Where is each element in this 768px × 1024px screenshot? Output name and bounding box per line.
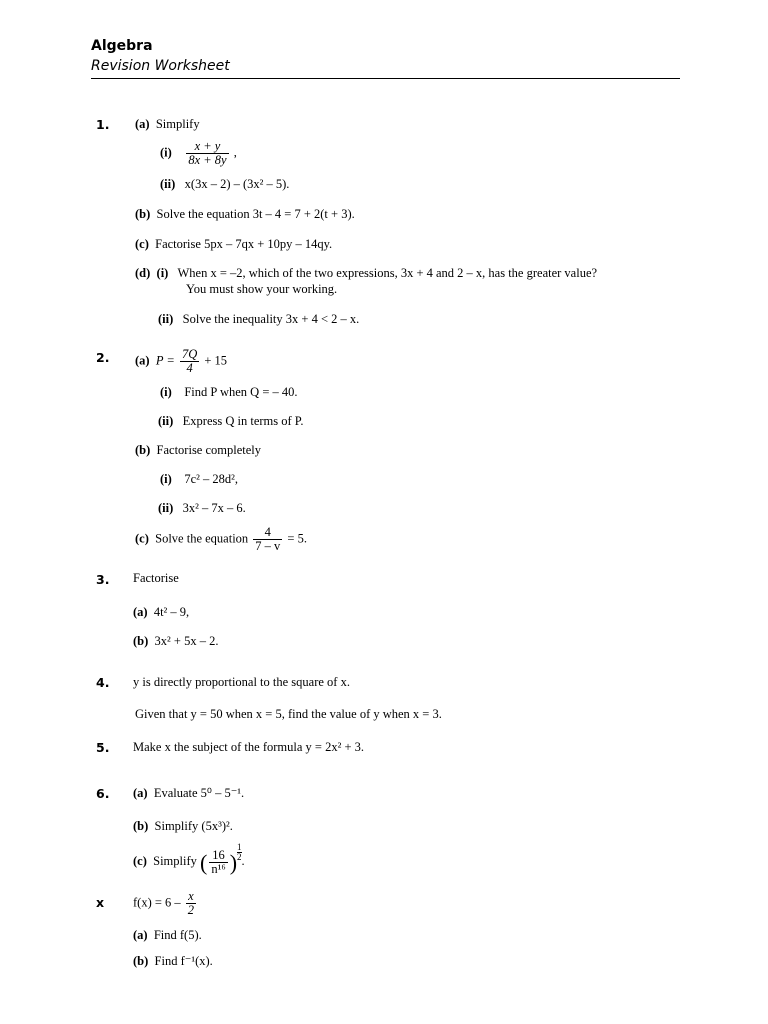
q1d-text-1: When x = –2, which of the two expressions, 3x + 4 and 2 – x, has the greater value? (177, 266, 598, 280)
q1dii-text: Solve the inequality 3x + 4 < 2 – x. (182, 312, 360, 326)
q1ai-fraction (186, 140, 228, 167)
q1-part-a-ii (160, 177, 289, 192)
q7b-text: Find f⁻¹(x). (154, 954, 213, 968)
q7-numerator: x (186, 890, 196, 904)
q6b-text: Simplify (5x³)². (154, 819, 233, 833)
q5-text: Make x the subject of the formula y = 2x² + 3. (133, 740, 364, 754)
q1aii-label: (ii) (160, 177, 176, 191)
q7-denominator: 2 (187, 903, 195, 917)
q2b-label: (b) (135, 443, 151, 457)
q2bii-label: (ii) (158, 501, 174, 515)
q2c-tail: = 5. (287, 531, 307, 546)
q7-function (133, 890, 198, 917)
q1ai-label: (i) (160, 145, 172, 160)
q2a-lhs: P = (155, 353, 175, 368)
q6c-fraction (209, 849, 227, 876)
q2a-fraction (180, 348, 199, 375)
q3a-label: (a) (133, 605, 148, 619)
q6c-tail: . (241, 854, 245, 869)
q2c-text: Solve the equation (155, 531, 249, 546)
q3a-text: 4t² – 9, (153, 605, 190, 619)
q2-part-c (135, 526, 307, 553)
q1-part-a (135, 117, 200, 132)
question-2-number: 2. (96, 350, 110, 365)
q6c-numerator: 16 (209, 849, 227, 863)
q1d-label: (d) (135, 266, 151, 280)
q1-part-d (135, 266, 597, 281)
q6a-text: Evaluate 5⁰ – 5⁻¹. (153, 786, 245, 800)
q3-part-a (133, 605, 189, 620)
q2aii-text: Express Q in terms of P. (182, 414, 304, 428)
q6-part-c (133, 843, 245, 876)
q2a-tail: + 15 (204, 353, 228, 368)
q3-part-b (133, 634, 218, 649)
q7-lhs: f(x) = 6 – (133, 895, 181, 910)
q2c-numerator: 4 (253, 526, 282, 540)
q1c-text: Factorise 5px – 7qx + 10py – 14qy. (155, 237, 333, 251)
q2c-fraction (253, 526, 282, 553)
q3b-text: 3x² + 5x – 2. (154, 634, 219, 648)
q1-part-d-ii (158, 312, 359, 327)
q1a-label: (a) (135, 117, 150, 131)
q6a-label: (a) (133, 786, 148, 800)
q1b-label: (b) (135, 207, 151, 221)
q1d-sub-label: (i) (156, 266, 169, 280)
header-rule (91, 78, 680, 79)
q2bi-text: 7c² – 28d², (184, 472, 238, 486)
q1a-text: Simplify (155, 117, 200, 131)
worksheet-subtitle: Revision Worksheet (91, 58, 230, 74)
question-4-number: 4. (96, 675, 110, 690)
q1ai-denominator: 8x + 8y (188, 153, 227, 167)
q2c-label: (c) (135, 531, 149, 546)
q6-part-b (133, 819, 233, 834)
q1c-label: (c) (135, 237, 149, 251)
q1ai-tail: , (233, 145, 237, 160)
q7a-label: (a) (133, 928, 148, 942)
q3b-label: (b) (133, 634, 149, 648)
question-6-number: 6. (96, 786, 110, 801)
q2-part-b-i (160, 472, 238, 487)
q1d-text-2: You must show your working. (186, 282, 338, 296)
q1aii-text: x(3x – 2) – (3x² – 5). (184, 177, 290, 191)
q6c-exponent-numerator: 1 (237, 842, 242, 852)
q1-part-a-i (160, 140, 237, 167)
q1b-text: Solve the equation 3t – 4 = 7 + 2(t + 3). (156, 207, 355, 221)
q2ai-label: (i) (160, 385, 172, 399)
q2a-label: (a) (135, 353, 150, 368)
q6c-text: Simplify (153, 854, 197, 869)
q7b-label: (b) (133, 954, 149, 968)
q4-text-1: y is directly proportional to the square of x. (133, 675, 350, 689)
q2-part-b-ii (158, 501, 246, 516)
q6-part-a (133, 786, 244, 801)
q1dii-label: (ii) (158, 312, 174, 326)
q6c-left-paren: ( (200, 849, 208, 875)
q6b-label: (b) (133, 819, 149, 833)
question-1-number: 1. (96, 117, 110, 132)
question-7-number: x (96, 895, 105, 910)
q2-part-b (135, 443, 261, 458)
q4-text-2: Given that y = 50 when x = 5, find the value of y when x = 3. (135, 707, 442, 721)
question-5-number: 5. (96, 740, 110, 755)
q7a-text: Find f(5). (153, 928, 202, 942)
q2aii-label: (ii) (158, 414, 174, 428)
q7-part-b (133, 954, 213, 969)
q1-part-b (135, 207, 355, 222)
q7-fraction (186, 890, 196, 917)
worksheet-title: Algebra (91, 38, 153, 54)
q6c-denominator: n¹⁶ (211, 861, 226, 876)
q3-text: Factorise (133, 571, 179, 585)
q1-part-c (135, 237, 332, 252)
q6c-label: (c) (133, 854, 147, 869)
q1ai-numerator: x + y (186, 140, 228, 154)
q2-part-a-i (160, 385, 298, 400)
q2bi-label: (i) (160, 472, 172, 486)
q6c-right-paren: ) (229, 849, 238, 875)
q2-part-a (135, 348, 227, 375)
q2a-denominator: 4 (186, 361, 193, 375)
q6c-exponent-denominator: 2 (237, 852, 242, 862)
q2-part-a-ii (158, 414, 303, 429)
q7-part-a (133, 928, 202, 943)
question-3-number: 3. (96, 572, 110, 587)
q2b-text: Factorise completely (156, 443, 262, 457)
q2c-denominator: 7 – v (255, 539, 281, 553)
q2bii-text: 3x² – 7x – 6. (182, 501, 246, 515)
q2a-numerator: 7Q (181, 347, 198, 361)
q2ai-text: Find P when Q = – 40. (184, 385, 298, 399)
